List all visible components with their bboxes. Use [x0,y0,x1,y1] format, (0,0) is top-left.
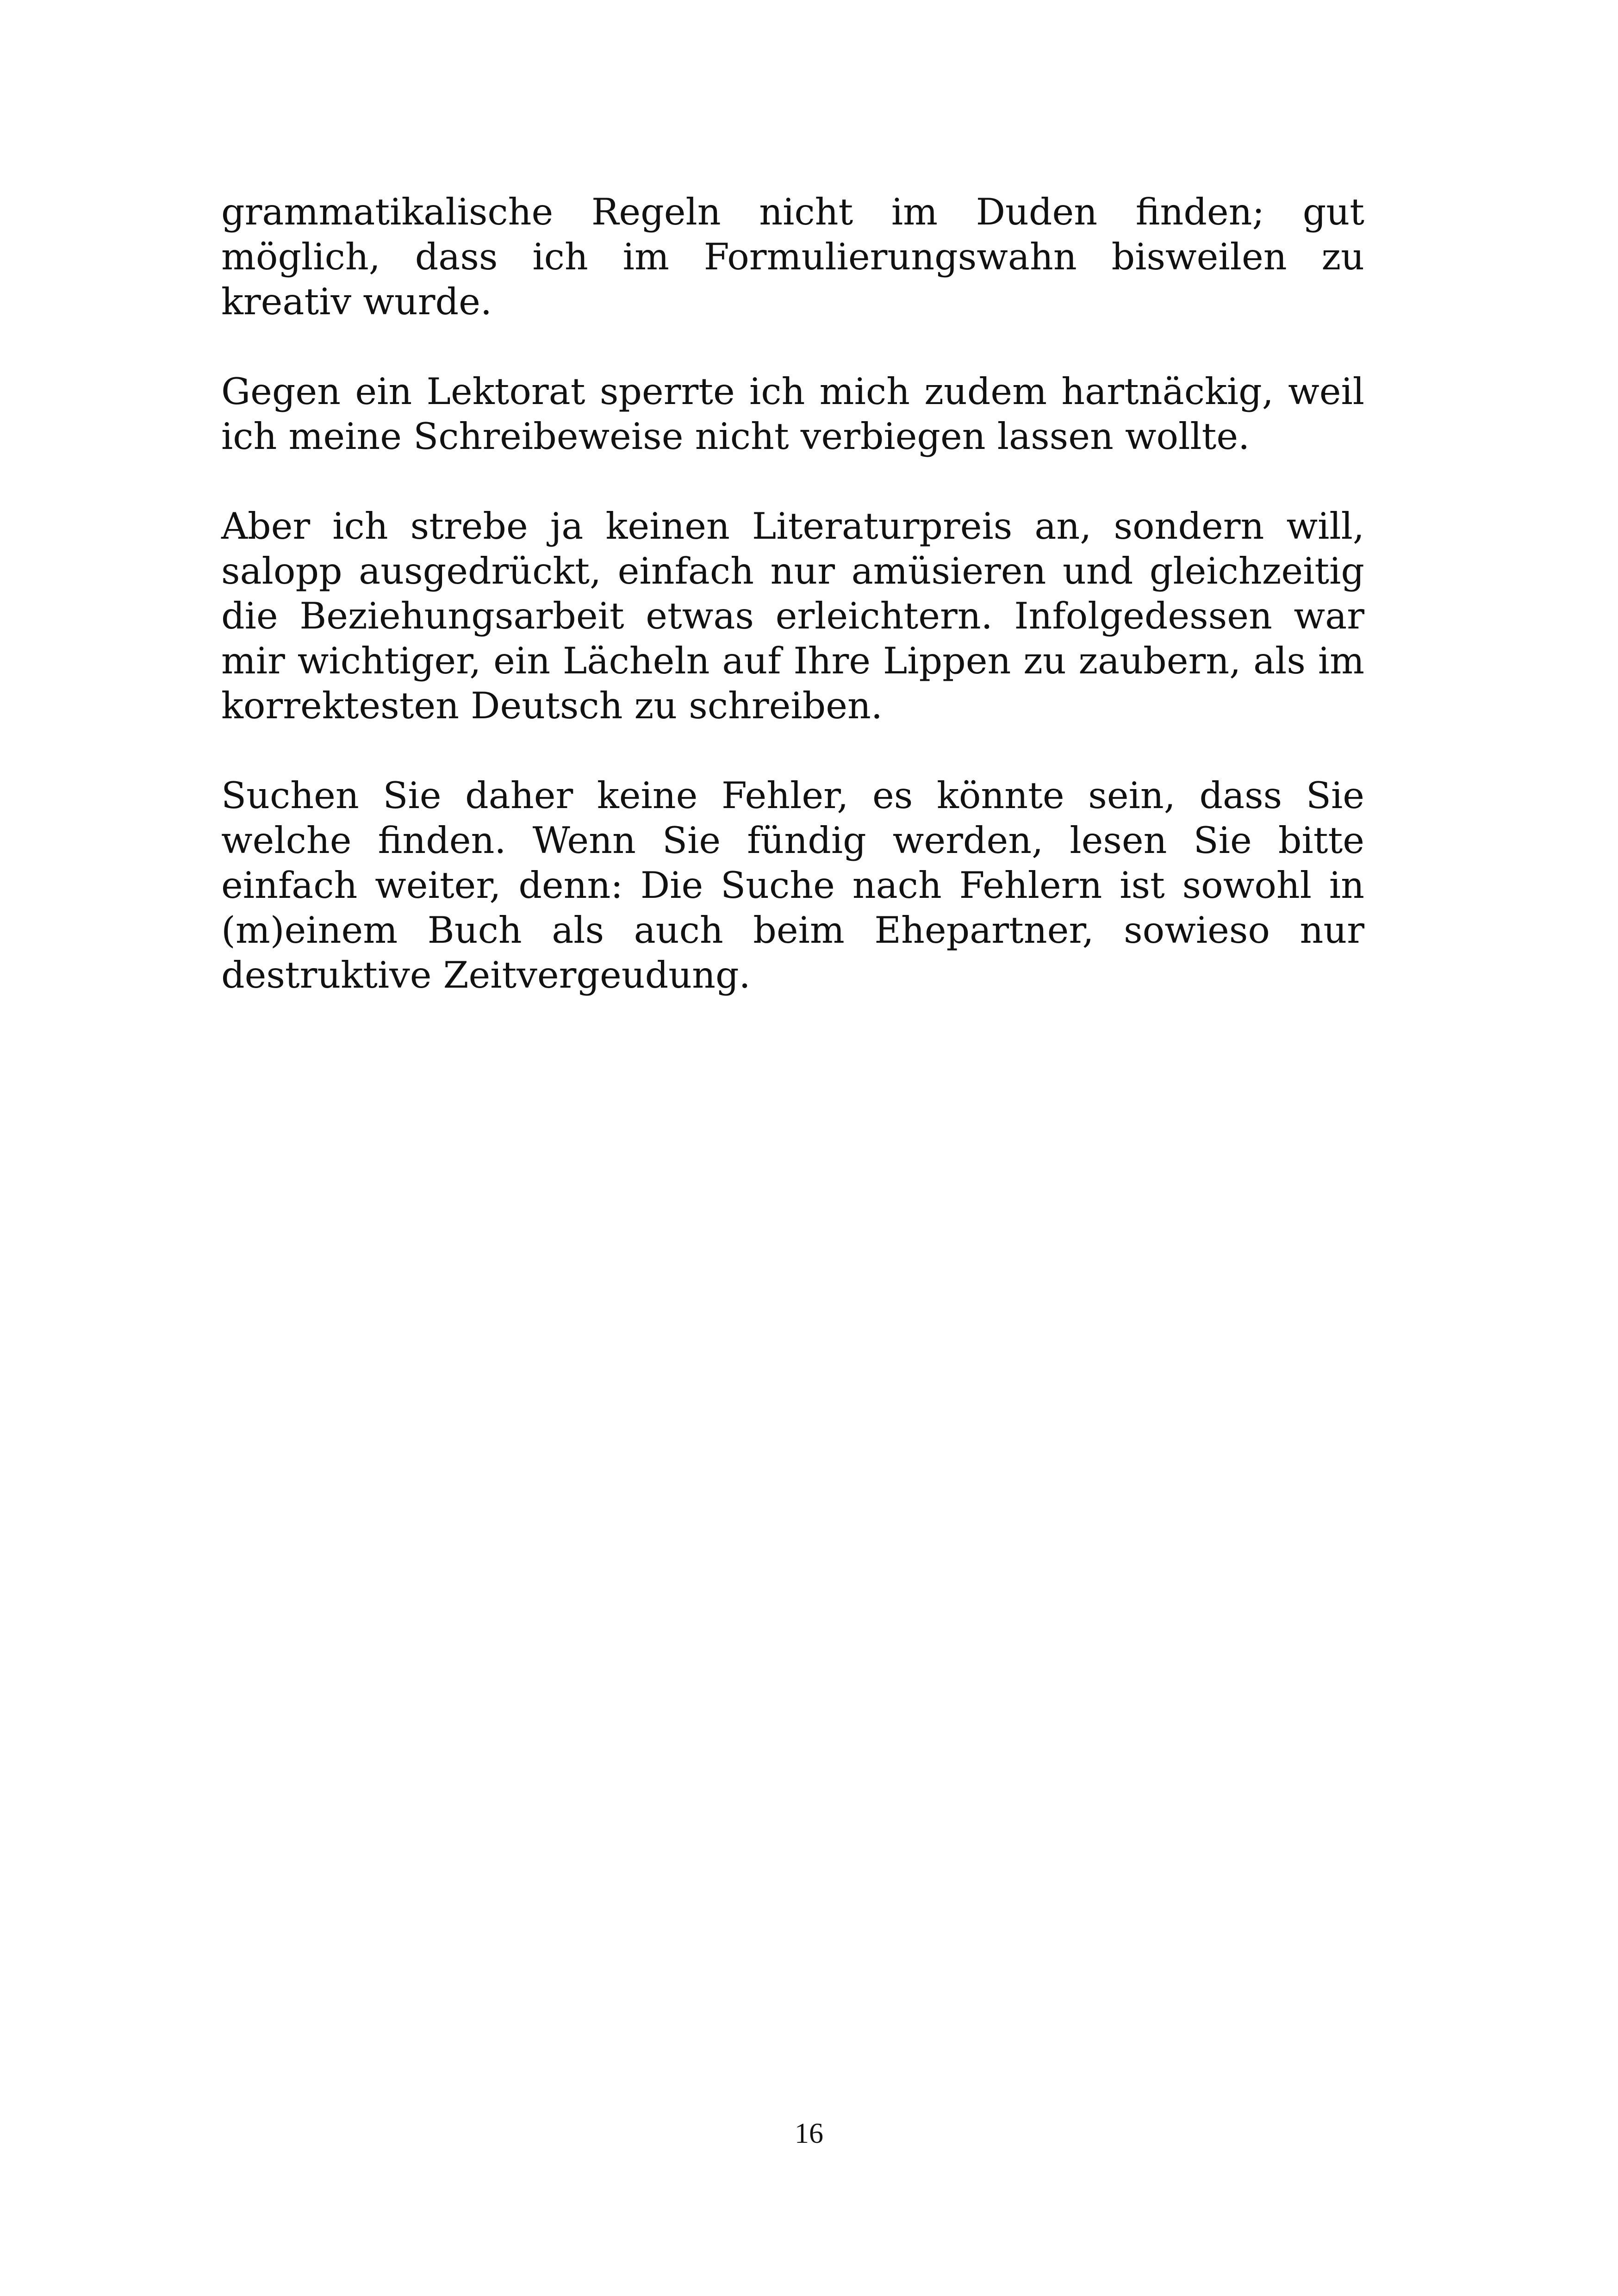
paragraph-2: Gegen ein Lektorat sperrte ich mich zudem hartnäckig, weil ich meine Schreibeweise nicht verbiegen lassen wollte. [221,370,1364,458]
paragraph-1: grammatikalische Regeln nicht im Duden finden; gut möglich, dass ich im Formulierungswahn bisweilen zu kreativ wurde. [221,191,1364,323]
paragraph-4: Suchen Sie daher keine Fehler, es könnte sein, dass Sie welche finden. Wenn Sie fündig werden, lesen Sie bitte einfach weiter, denn: Die Suche nach Fehlern ist sowohl in (m)einem Buch als auch beim Ehepartner, sowieso nur destruktive Zeitvergeudung. [221,774,1364,996]
body-text [221,190,1364,1043]
page-number: 16 [795,2118,823,2149]
paragraph-3: Aber ich strebe ja keinen Literaturpreis an, sondern will, salopp ausgedrückt, einfach nur amüsieren und gleichzeitig die Beziehungsarbeit etwas erleichtern. Infolgedessen war mir wichtiger, ein Lächeln auf Ihre Lippen zu zaubern, als im korrektesten Deutsch zu schreiben. [221,505,1364,727]
